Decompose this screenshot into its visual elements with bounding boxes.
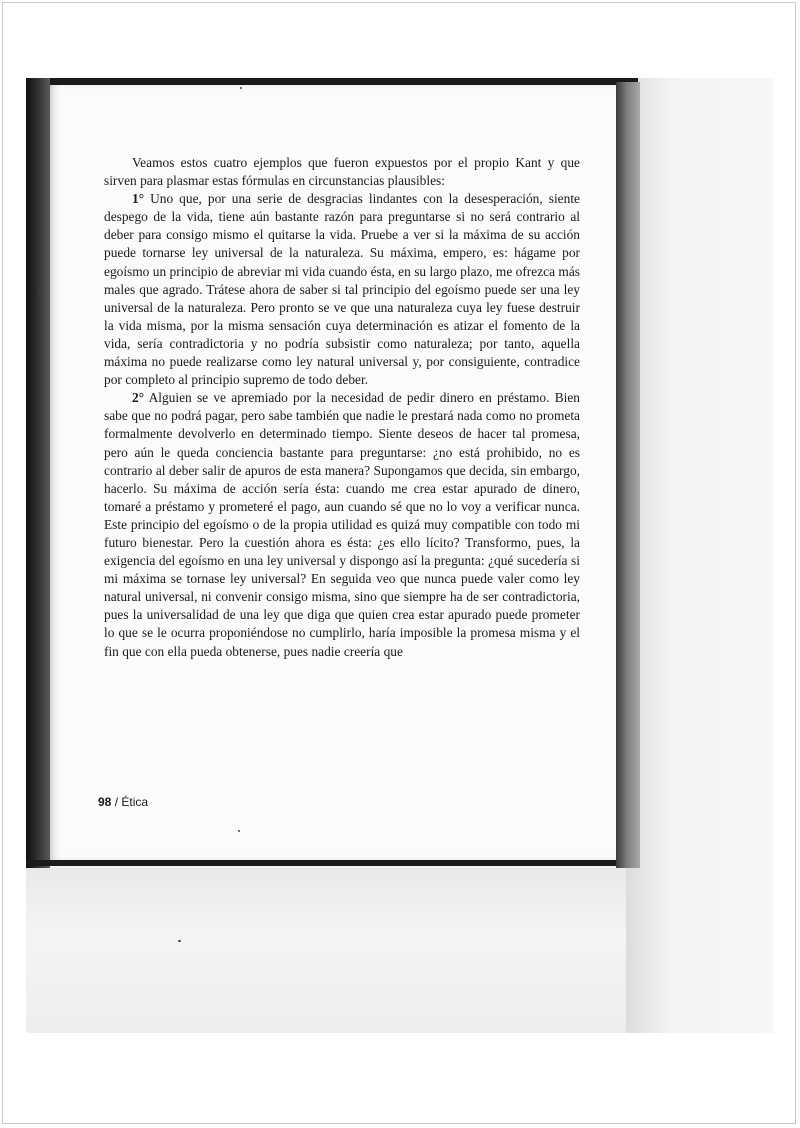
section-name: Ética xyxy=(121,795,149,809)
page-number: 98 xyxy=(98,795,112,809)
example-text: Uno que, por una serie de desgracias lindantes con la desesperación, siente despego de la vida, tiene aún bastante razón para preguntarse si no será contrario al deber para consigo mismo el quitarse la vida. Pruebe a ver si la máxima de su acción puede tornarse ley universal de la naturaleza. Su máxima, empero, es: hágame por egoísmo un principio de abreviar mi vida cuando ésta, en su largo plazo, me ofrezca más males que agrado. Trátese ahora de saber si tal principio del egoísmo puede ser una ley universal de la naturaleza. Pero pronto se ve que una naturaleza cuya ley fuese destruir la vida misma, por la misma sensación cuya determinación es atizar el fomento de la vida, sería contradictoria y no podría subsistir como naturaleza; por tanto, aquella máxima no puede realizarse como ley natural universal y, por consiguiente, contradice por completo al principio supremo de todo deber. xyxy=(104,191,580,388)
scan-left-gutter xyxy=(26,78,50,868)
page-body xyxy=(104,154,580,661)
page-footer xyxy=(98,795,148,809)
example-paragraph-1 xyxy=(104,190,580,389)
scan-right-margin xyxy=(626,78,774,1033)
intro-paragraph: Veamos estos cuatro ejemplos que fueron expuestos por el propio Kant y que sirven para plasmar estas fórmulas en circunstancias plausibles: xyxy=(104,155,580,189)
example-numeral: 2° xyxy=(132,390,145,406)
example-paragraph-2 xyxy=(104,389,580,660)
example-text: Alguien se ve apremiado por la necesidad de pedir dinero en préstamo. Bien sabe que no podrá pagar, pero sabe también que nadie le prestará nada como no prometa formalmente devolverlo en determinado tiempo. Siente deseos de hacer tal promesa, pero aún le queda conciencia bastante para preguntarse: ¿no está prohibido, no es contrario al deber salir de apuros de esta manera? Supongamos que decida, sin embargo, hacerlo. Su máxima de acción sería ésta: cuando me crea estar apurado de dinero, tomaré a préstamo y prometeré el pago, aun cuando sé que no lo voy a verificar nunca. Este principio del egoísmo o de la propia utilidad es quizá muy compatible con todo mi futuro bienestar. Pero la cuestión ahora es ésta: ¿es ello lícito? Transformo, pues, la exigencia del egoísmo en una ley universal y dispongo así la pregunta: ¿qué sucedería si mi máxima se tornase ley universal? En seguida veo que nunca puede valer como ley natural universal, ni convenir consigo misma, sino que siempre ha de ser contradictoria, pues la universalidad de una ley que diga que quien crea estar apurado puede prometer lo que se le ocurra proponiéndose no cumplirlo, haría imposible la promesa misma y el fin que con ella pueda obtenerse, pues nadie creería que xyxy=(104,390,580,659)
scan-speck xyxy=(38,292,40,294)
scan-top-edge xyxy=(26,78,638,85)
scan-speck xyxy=(238,830,240,832)
book-spine-shadow xyxy=(616,82,640,868)
scan-speck xyxy=(178,940,181,942)
book-page xyxy=(50,85,616,860)
scan-bottom-edge xyxy=(26,860,626,866)
footer-separator: / xyxy=(114,795,119,809)
example-numeral: 1° xyxy=(132,191,145,207)
scan-speck xyxy=(240,87,242,89)
